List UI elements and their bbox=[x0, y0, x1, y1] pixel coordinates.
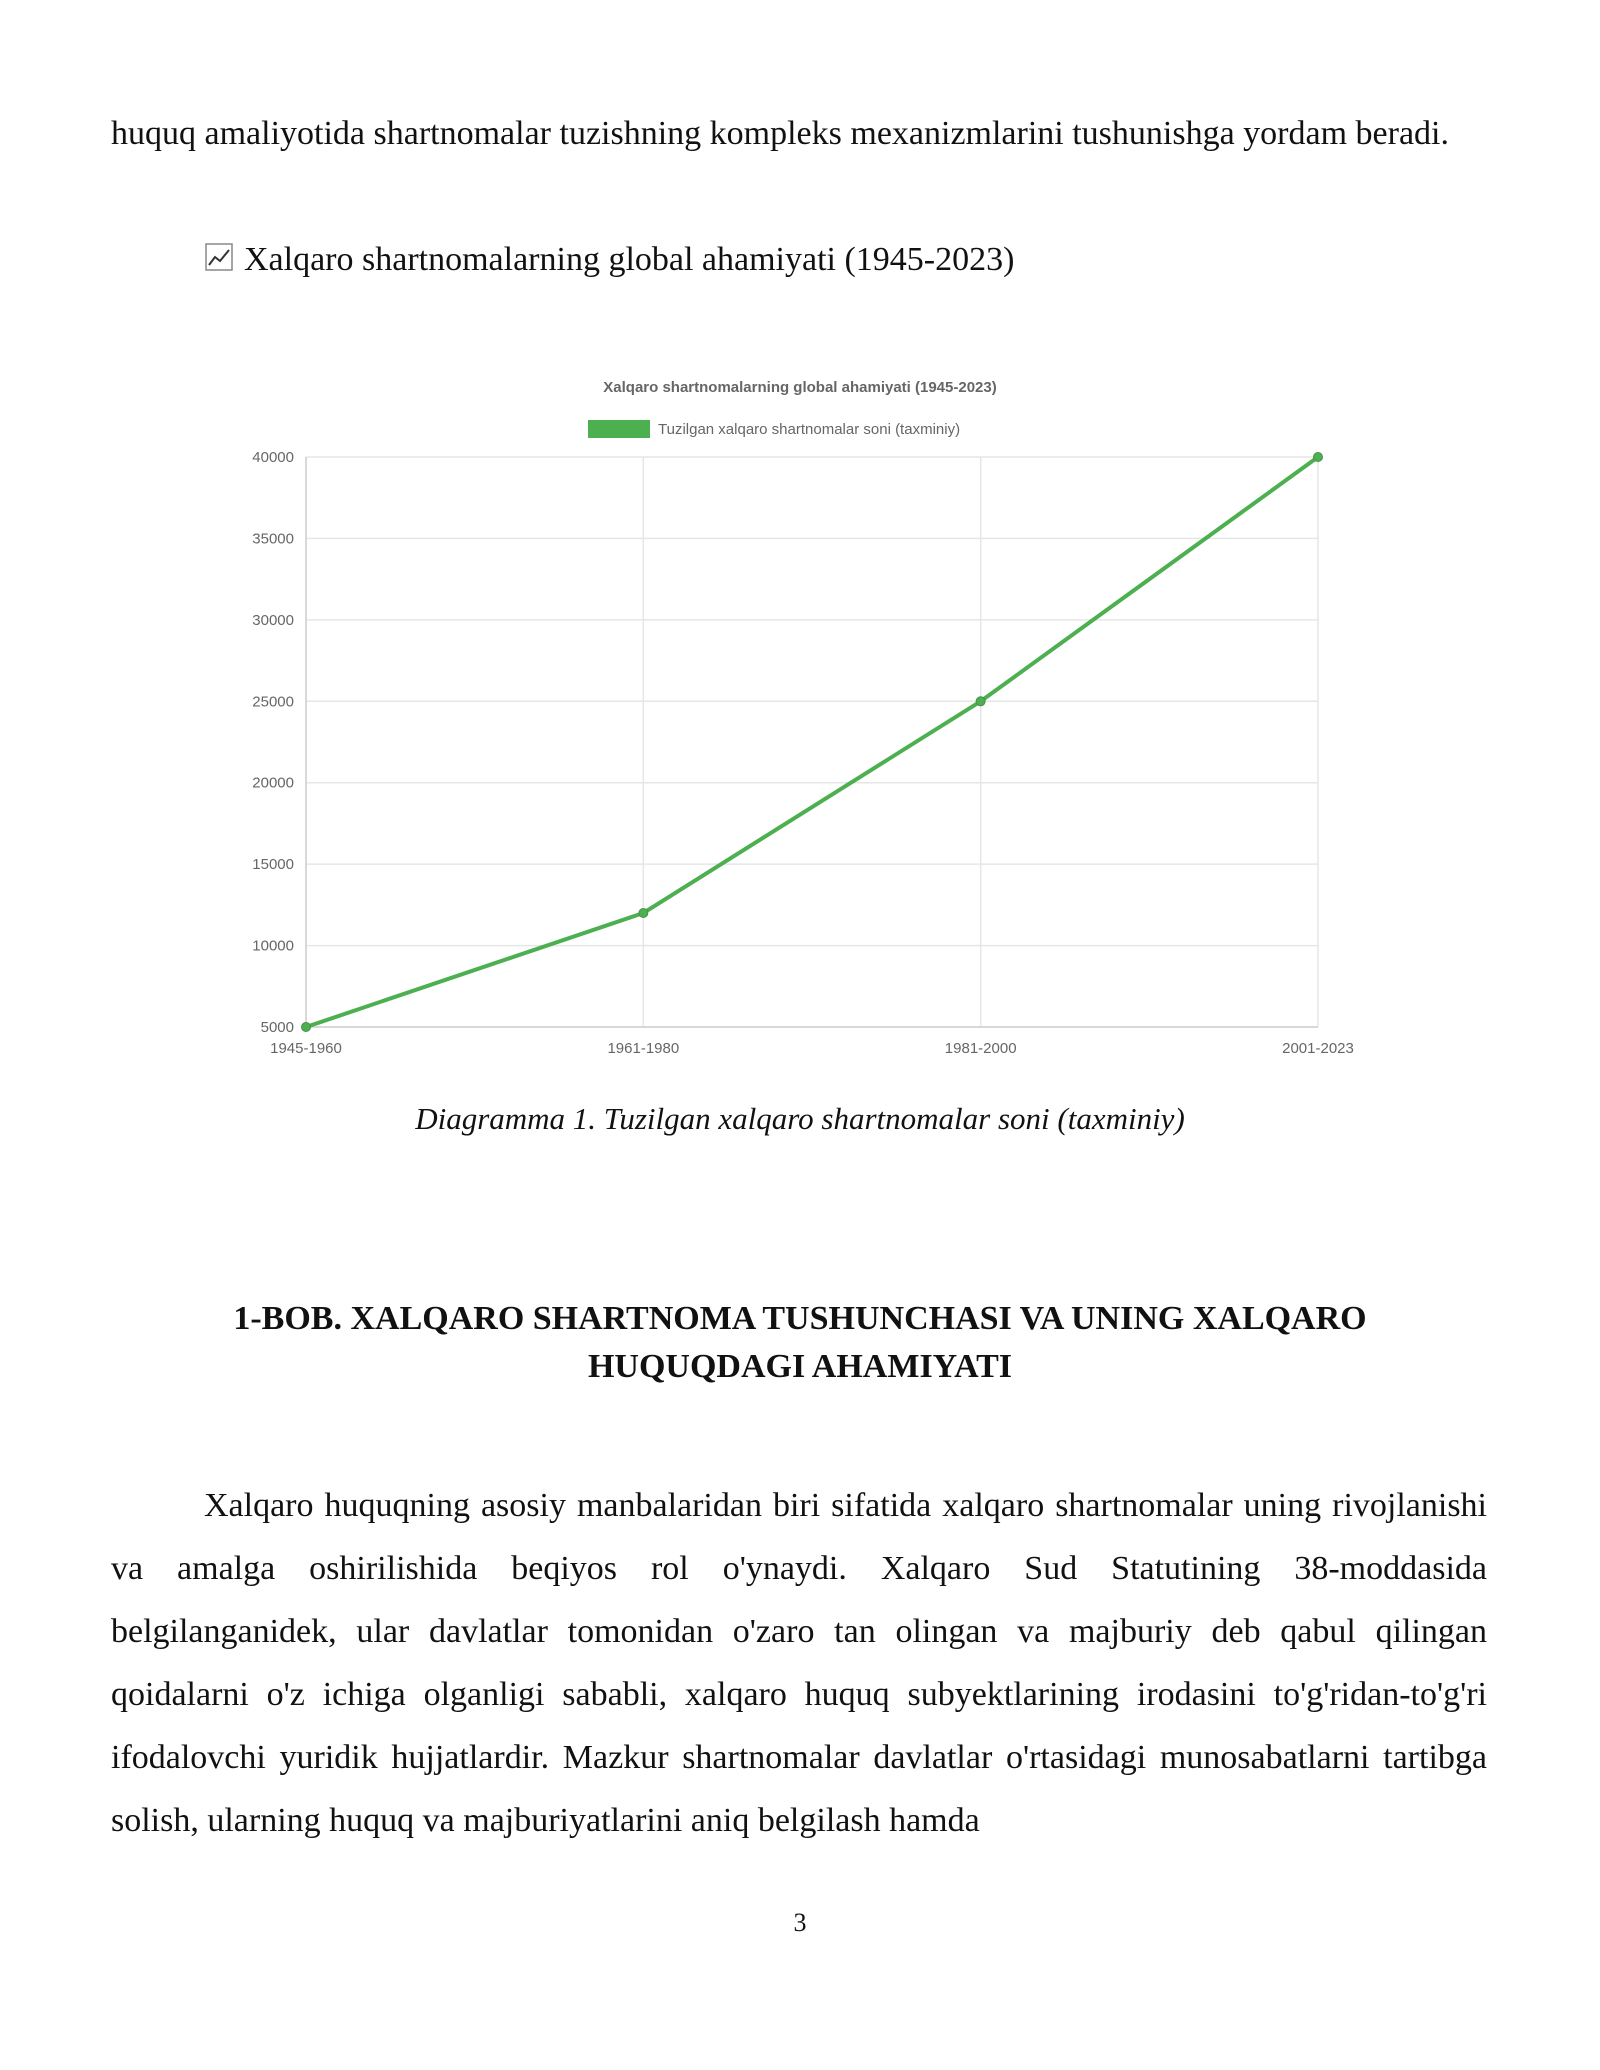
chapter-title bbox=[150, 1295, 1450, 1391]
chart-heading bbox=[204, 235, 1014, 287]
x-tick-label: 1961-1980 bbox=[607, 1040, 680, 1057]
intro-paragraph: huquq amaliyotida shartnomalar tuzishning kompleks mexanizmlarini tushunishga yordam beradi. bbox=[111, 115, 1449, 152]
data-point bbox=[976, 697, 985, 706]
chapter-title-line2: HUQUQDAGI AHAMIYATI bbox=[587, 1348, 1013, 1385]
chapter-title-line1: 1-BOB. XALQARO SHARTNOMA TUSHUNCHASI VA UNING XALQARO bbox=[233, 1300, 1367, 1337]
chart-title: Xalqaro shartnomalarning global ahamiyati (1945-2023) bbox=[603, 379, 997, 396]
series-line bbox=[306, 457, 1318, 1027]
y-tick-label: 30000 bbox=[252, 611, 294, 629]
y-tick-label: 40000 bbox=[252, 449, 294, 466]
x-tick-label: 1945-1960 bbox=[270, 1040, 342, 1057]
x-tick-label: 1981-2000 bbox=[944, 1040, 1017, 1057]
line-chart bbox=[230, 365, 1370, 1075]
y-tick-label: 20000 bbox=[252, 774, 294, 792]
data-point bbox=[302, 1023, 311, 1032]
x-axis-ticks bbox=[270, 1040, 1354, 1057]
series-group bbox=[302, 453, 1323, 1032]
chart-svg bbox=[230, 365, 1370, 1075]
data-point bbox=[639, 909, 648, 918]
figure-caption: Diagramma 1. Tuzilgan xalqaro shartnomalar soni (taxminiy) bbox=[415, 1101, 1185, 1136]
y-tick-label: 10000 bbox=[252, 937, 294, 955]
body-paragraph: Xalqaro huquqning asosiy manbalaridan biri sifatida xalqaro shartnomalar uning rivojlanishi va amalga oshirilishida beqiyos rol o'ynaydi. Xalqaro Sud Statutining 38-moddasida belgilanganidek, ular davlatlar tomonidan o'zaro tan olingan va majburiy deb qabul qilingan qoidalarni o'z ichiga olganligi sababli, xalqaro huquq subyektlarining irodasini to'g'ridan-to'g'ri ifodalovchi yuridik hujjatlardir. Mazkur shartnomalar davlatlar o'rtasidagi munosabatlarni tartibga solish, ularning huquq va majburiyatlarini aniq belgilash hamda bbox=[111, 1487, 1487, 1839]
legend-label: Tuzilgan xalqaro shartnomalar soni (taxminiy) bbox=[658, 421, 961, 438]
y-tick-label: 15000 bbox=[252, 856, 294, 874]
y-axis-ticks bbox=[252, 449, 294, 1036]
chart-increasing-icon bbox=[204, 237, 234, 287]
chart-heading-text: Xalqaro shartnomalarning global ahamiyati (1945-2023) bbox=[244, 241, 1015, 278]
y-tick-label: 25000 bbox=[252, 693, 294, 711]
y-tick-label: 5000 bbox=[260, 1019, 294, 1036]
legend-swatch bbox=[588, 420, 650, 438]
page-number: 3 bbox=[793, 1908, 807, 1937]
chart-grid bbox=[306, 457, 1318, 1027]
y-tick-label: 35000 bbox=[252, 530, 294, 548]
x-tick-label: 2001-2023 bbox=[1282, 1040, 1354, 1057]
data-point bbox=[1314, 453, 1323, 462]
